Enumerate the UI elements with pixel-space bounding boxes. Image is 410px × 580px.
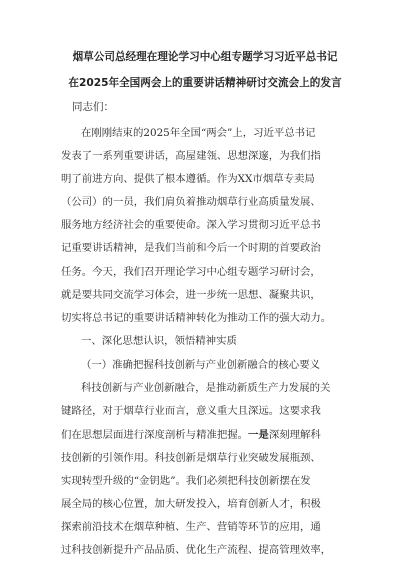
subsection-heading: （一）准确把握科技创新与产业创新融合的核心要义 [81, 359, 320, 371]
paragraph-text: 们在思想层面进行深度剖析与精准把握。 [61, 429, 249, 441]
paragraph-line: 实现转型升级的“金钥匙”。我们必须把科技创新摆在发 [61, 475, 311, 487]
paragraph-line: （公司）的一员，我们肩负着推动烟草行业高质量发展、 [61, 196, 321, 208]
paragraph-line: 展全局的核心位置，加大研发投入，培育创新人才，积极 [61, 498, 321, 510]
paragraph-line: 科技创新与产业创新融合，是推动新质生产力发展的关 [81, 382, 331, 394]
paragraph-line: 记重要讲话精神，是我们当前和今后一个时期的首要政治 [61, 242, 321, 254]
paragraph-line: 明了前进方向、提供了根本遵循。作为XX市烟草专卖局 [61, 173, 315, 185]
paragraph-line: 键路径，对于烟草行业而言，意义重大且深远。这要求我 [61, 405, 321, 417]
salutation: 同志们： [72, 101, 114, 113]
paragraph-text: 深刻理解科 [268, 429, 321, 441]
document-title-line-1: 烟草公司总经理在理论学习中心组专题学习习近平总书记 [72, 51, 338, 63]
section-heading: 一、深化思想认识，领悟精神实质 [81, 335, 237, 347]
paragraph-line: 服务地方经济社会的重要使命。深入学习贯彻习近平总书 [61, 219, 321, 231]
paragraph-line: 发表了一系列重要讲话，高屋建瓴、思想深邃，为我们指 [61, 150, 321, 162]
paragraph-line: 就是要共同交流学习体会，进一步统一思想、凝聚共识， [61, 289, 321, 301]
paragraph-line [61, 429, 353, 442]
paragraph-line: 在刚刚结束的2025年全国“两会”上，习近平总书记 [81, 127, 316, 139]
paragraph-line: 探索前沿技术在烟草种植、生产、营销等环节的应用，通 [61, 521, 321, 533]
point-label: 一是 [248, 429, 269, 441]
paragraph-line: 过科技创新提升产品品质、优化生产流程、提高管理效率， [61, 544, 332, 556]
paragraph-line: 任务。今天，我们召开理论学习中心组专题学习研讨会， [61, 266, 321, 278]
document-title-line-2: 在2025年全国两会上的重要讲话精神研讨交流会上的发言 [68, 77, 342, 89]
paragraph-line: 技创新的引领作用。科技创新是烟草行业突破发展瓶颈、 [61, 452, 321, 464]
paragraph-line: 切实将总书记的重要讲话精神转化为推动工作的强大动力。 [61, 312, 332, 324]
